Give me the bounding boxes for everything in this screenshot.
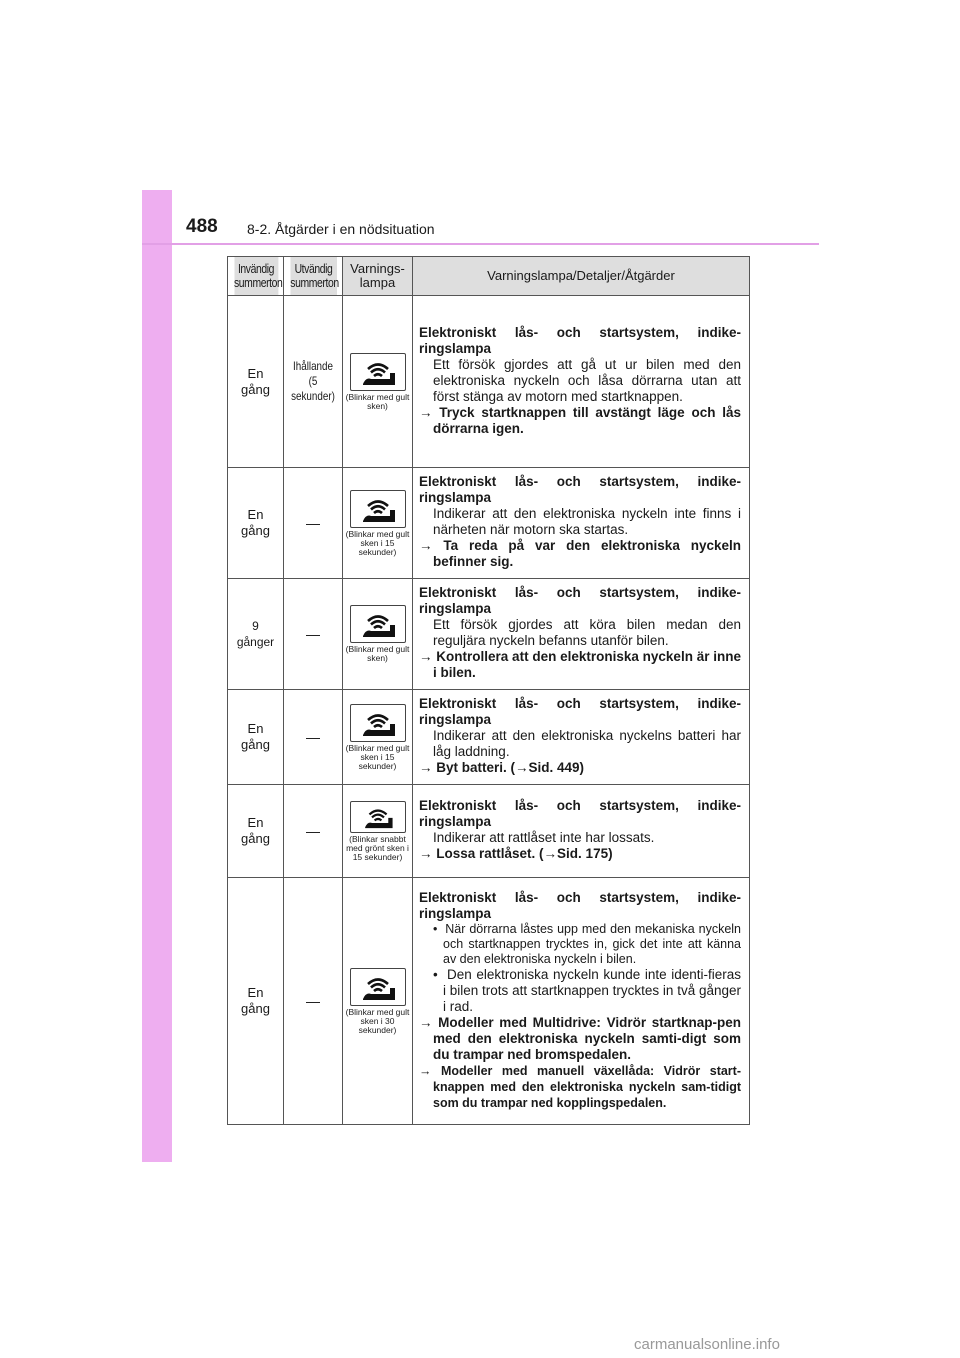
detail-title: Elektroniskt lås- och startsystem, indike-ringslampa (419, 324, 741, 356)
key-warning-light-icon (350, 353, 406, 391)
detail-action: → Tryck startknappen till avstängt läge och lås dörrarna igen. (419, 404, 741, 436)
exterior-buzzer-cell (284, 878, 343, 1125)
lamp-caption: (Blinkar med gult sken i 15 sekunder) (345, 528, 410, 557)
detail-title: Elektroniskt lås- och startsystem, indike-ringslampa (419, 798, 741, 829)
exterior-buzzer-cell (284, 468, 343, 579)
steering-lock-warning-light-icon (350, 801, 406, 833)
warning-lamp-cell (343, 878, 413, 1125)
detail-bullet: • När dörrarna låstes upp med den mekaniska nyckeln och startknappen trycktes in, gick det inte att känna av den elektroniska nyckeln i bilen. (433, 921, 741, 966)
table-row (228, 579, 750, 690)
details-cell (413, 690, 750, 785)
details-cell (413, 579, 750, 690)
no-sound-dash (306, 738, 320, 739)
detail-title: Elektroniskt lås- och startsystem, indike-ringslampa (419, 585, 741, 616)
header-warning-lamp: Varnings- lampa (343, 257, 413, 296)
detail-title: Elektroniskt lås- och startsystem, indike-ringslampa (419, 474, 741, 505)
details-cell (413, 296, 750, 468)
exterior-buzzer-cell (284, 785, 343, 878)
detail-title: Elektroniskt lås- och startsystem, indike-ringslampa (419, 889, 741, 921)
key-warning-light-icon (350, 968, 406, 1006)
lamp-caption: (Blinkar med gult sken) (345, 391, 410, 411)
page-number: 488 (186, 216, 218, 237)
warning-lamp-cell (343, 579, 413, 690)
details-cell (413, 878, 750, 1125)
interior-buzzer-cell: 9 gånger (228, 579, 284, 690)
detail-description: Ett försök gjordes att gå ut ur bilen med den elektroniska nyckeln och låsa dörrarna utan att först stänga av motorn med startknappen. (433, 356, 741, 404)
interior-buzzer-cell: En gång (228, 296, 284, 468)
detail-action: → Lossa rattlåset. (→Sid. 175) (419, 846, 613, 861)
detail-action: → Modeller med Multidrive: Vidrör startknap-pen med den elektroniska nyckeln samti-digt som du trampar ned bromspedalen. (419, 1014, 741, 1062)
warning-table (227, 256, 750, 1125)
lamp-caption: (Blinkar med gult sken i 30 sekunder) (345, 1006, 410, 1035)
header-interior-buzzer: Invändig summerton (233, 257, 278, 296)
lamp-caption: (Blinkar med gult sken i 15 sekunder) (345, 742, 410, 771)
warning-lamp-cell (343, 690, 413, 785)
exterior-buzzer-cell: Ihållande (5 sekunder) (284, 296, 343, 468)
exterior-buzzer-cell (284, 579, 343, 690)
interior-buzzer-cell: En gång (228, 690, 284, 785)
chapter-tab-band (142, 190, 172, 1162)
lamp-caption: (Blinkar med gult sken) (345, 644, 410, 663)
no-sound-dash (306, 524, 320, 525)
table-row (228, 468, 750, 579)
details-cell (413, 468, 750, 579)
no-sound-dash (306, 1002, 320, 1003)
table-row (228, 296, 750, 468)
detail-description: Indikerar att den elektroniska nyckelns batteri har låg laddning. (433, 728, 741, 759)
detail-bullet: • Den elektroniska nyckeln kunde inte identi-fieras i bilen trots att startknappen trycktes in två gånger i rad. (433, 966, 741, 1014)
header-divider (142, 243, 819, 245)
table-header-row (228, 257, 750, 296)
warning-lamp-cell (343, 785, 413, 878)
warning-lamp-cell (343, 296, 413, 468)
detail-title: Elektroniskt lås- och startsystem, indike-ringslampa (419, 696, 741, 727)
no-sound-dash (306, 635, 320, 636)
header-details: Varningslampa/Detaljer/Åtgärder (413, 257, 750, 296)
lamp-caption: (Blinkar snabbt med grönt sken i 15 sekunder) (346, 833, 409, 862)
key-battery-warning-light-icon (350, 704, 406, 742)
no-sound-dash (306, 832, 320, 833)
table-row (228, 878, 750, 1125)
exterior-buzzer-cell (284, 690, 343, 785)
detail-action: → Kontrollera att den elektroniska nyckeln är inne i bilen. (419, 649, 741, 680)
table-row (228, 690, 750, 785)
detail-action: → Modeller med manuell växellåda: Vidrör start-knappen med den elektroniska nyckeln sam-tidigt som du trampar ned kopplingspedalen. (419, 1063, 741, 1110)
detail-action: → Ta reda på var den elektroniska nyckeln befinner sig. (419, 538, 741, 569)
detail-description: Ett försök gjordes att köra bilen medan den reguljära nyckeln befanns utanför bilen. (433, 617, 741, 648)
header-exterior-buzzer: Utvändig summerton (289, 257, 336, 296)
detail-action: → Byt batteri. (→Sid. 449) (419, 760, 585, 775)
key-warning-light-icon (350, 490, 406, 528)
warning-lamp-cell (343, 468, 413, 579)
detail-description: Indikerar att rattlåset inte har lossats. (433, 830, 655, 845)
section-title: 8-2. Åtgärder i en nödsituation (247, 221, 435, 237)
interior-buzzer-cell: En gång (228, 468, 284, 579)
details-cell (413, 785, 750, 878)
key-warning-light-icon (350, 605, 406, 643)
table-row (228, 785, 750, 878)
watermark: carmanualsonline.info (634, 1336, 780, 1353)
interior-buzzer-cell: En gång (228, 878, 284, 1125)
detail-description: Indikerar att den elektroniska nyckeln inte finns i närheten när motorn ska startas. (433, 506, 741, 537)
interior-buzzer-cell: En gång (228, 785, 284, 878)
